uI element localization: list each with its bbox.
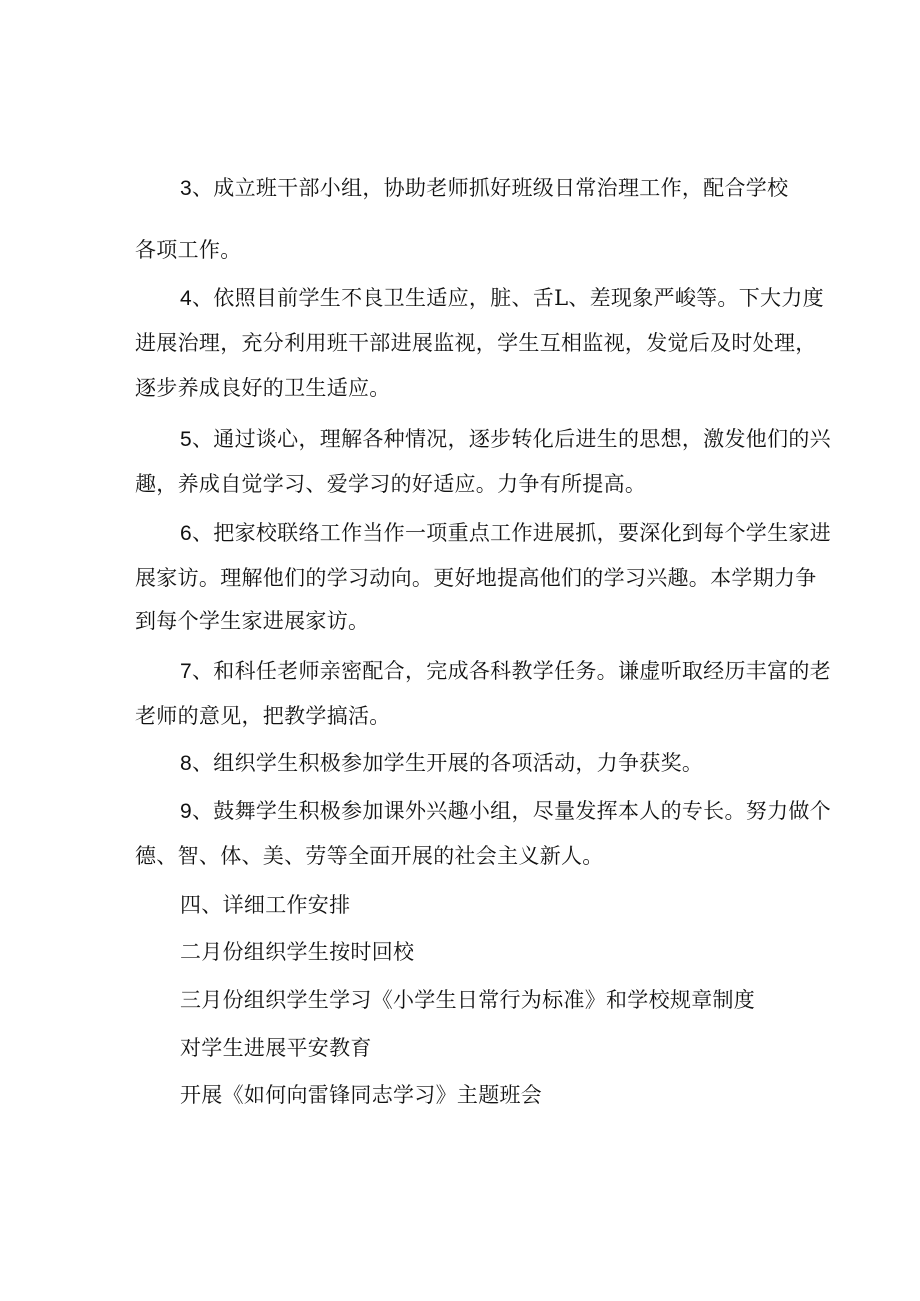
item-6-line-2: 展家访。理解他们的学习动向。更好地提高他们的学习兴趣。本学期力争 [135, 566, 817, 590]
item-9-line-1 [180, 796, 831, 827]
item-3-text-1: 、成立班干部小组，协助老师抓好班级日常治理工作，配合学校 [191, 176, 789, 200]
schedule-item-safety-education: 对学生进展平安教育 [180, 1036, 372, 1060]
item-5-line-1 [180, 424, 831, 455]
item-9-text-1: 、鼓舞学生积极参加课外兴趣小组，尽量发挥本人的专长。努力做个 [191, 799, 831, 823]
item-3-line-2: 各项工作。 [135, 238, 242, 262]
item-5-line-2: 趣，养成自觉学习、爱学习的好适应。力争有所提高。 [135, 472, 647, 496]
item-8-text-1: 、组织学生积极参加学生开展的各项活动，力争获奖。 [191, 751, 704, 775]
item-6-line-3: 到每个学生家进展家访。 [135, 609, 370, 633]
item-3-line-1 [180, 173, 788, 204]
item-7-line-2: 老师的意见，把教学搞活。 [135, 704, 391, 728]
item-9-line-2: 德、智、体、美、劳等全面开展的社会主义新人。 [135, 844, 604, 868]
item-4-number: 4 [180, 287, 192, 310]
item-8-number: 8 [180, 752, 192, 775]
item-4-text-1: 、依照目前学生不良卫生适应，脏、舌L、差现象严峻等。下大力度 [191, 286, 824, 310]
item-4-line-3: 逐步养成良好的卫生适应。 [135, 376, 391, 400]
item-6-text-1: 、把家校联络工作当作一项重点工作进展抓，要深化到每个学生家进 [191, 521, 831, 545]
item-6-number: 6 [180, 522, 192, 545]
item-7-text-1: 、和科任老师亲密配合，完成各科教学任务。谦虚听取经历丰富的老 [191, 659, 831, 683]
item-8-line-1 [180, 748, 703, 779]
item-4-line-1 [180, 283, 824, 314]
item-5-text-1: 、通过谈心，理解各种情况，逐步转化后进生的思想，激发他们的兴 [191, 427, 831, 451]
item-3-number: 3 [180, 177, 192, 200]
item-5-number: 5 [180, 428, 192, 451]
item-7-number: 7 [180, 660, 192, 683]
schedule-item-february: 二月份组织学生按时回校 [180, 940, 415, 964]
item-4-line-2: 进展治理，充分利用班干部进展监视，学生互相监视，发觉后及时处理， [135, 331, 817, 355]
schedule-item-class-meeting: 开展《如何向雷锋同志学习》主题班会 [180, 1083, 543, 1107]
section-heading: 四、详细工作安排 [180, 893, 351, 917]
item-6-line-1 [180, 518, 831, 549]
item-9-number: 9 [180, 800, 192, 823]
item-7-line-1 [180, 656, 831, 687]
schedule-item-march: 三月份组织学生学习《小学生日常行为标准》和学校规章制度 [180, 988, 756, 1012]
